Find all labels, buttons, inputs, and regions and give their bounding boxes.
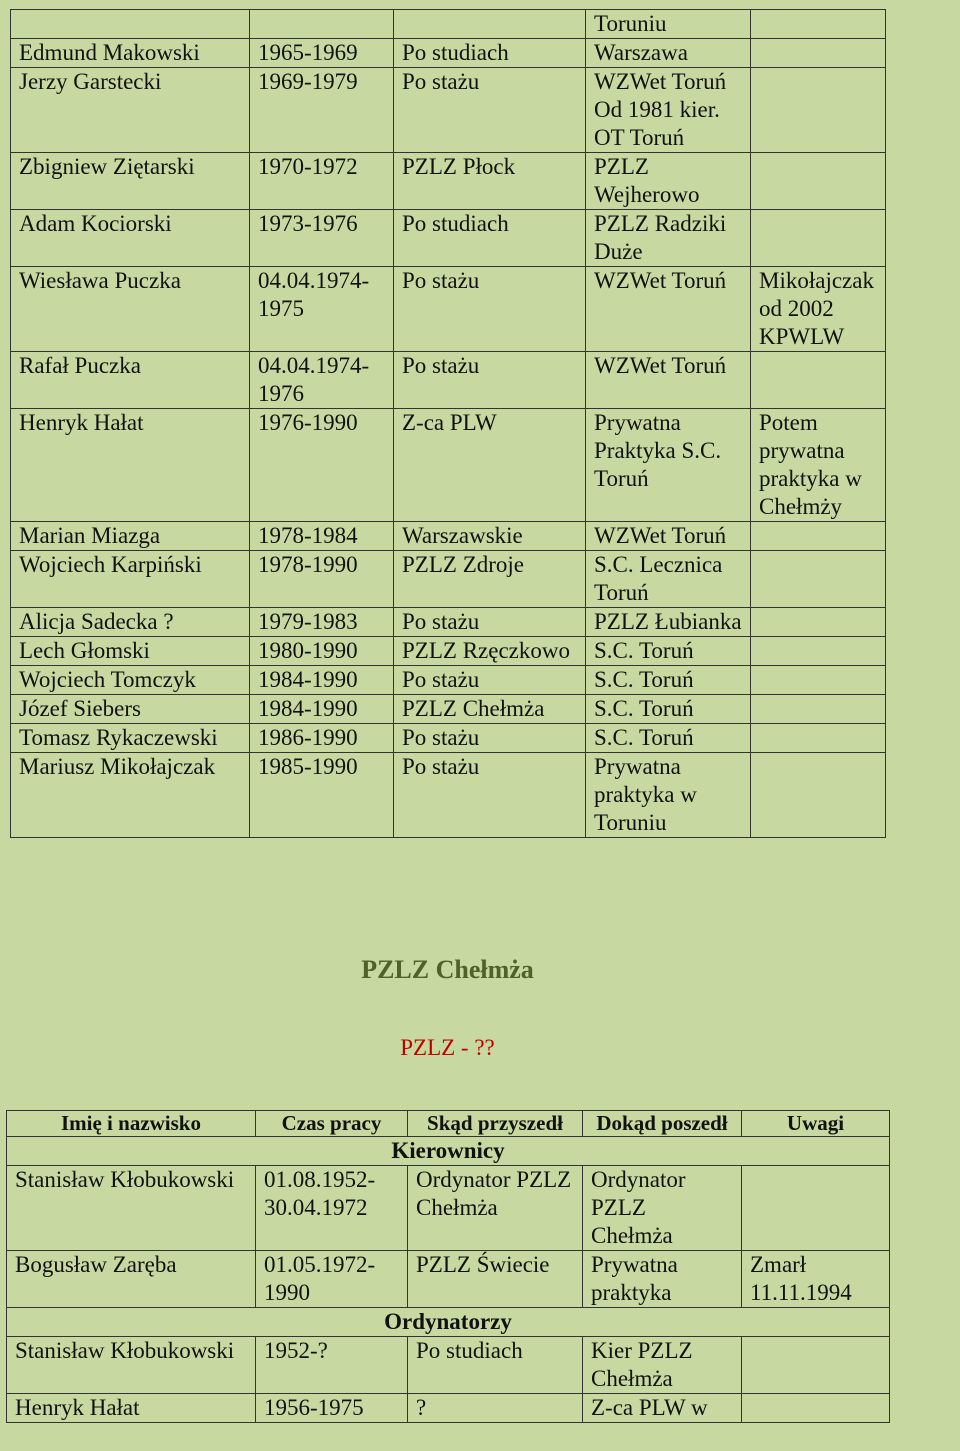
cell-from: Po stażu [394,753,586,838]
cell-from: Po stażu [394,68,586,153]
cell-notes: Potem prywatna praktyka w Chełmży [751,409,886,522]
cell-from: Po stażu [394,608,586,637]
cell-notes [742,1394,890,1423]
cell-period: 01.08.1952-30.04.1972 [256,1166,408,1251]
table-row [11,666,886,695]
cell-period: 1986-1990 [250,724,394,753]
cell-name: Wojciech Karpiński [11,551,250,608]
cell-from: Z-ca PLW [394,409,586,522]
cell-period: 1956-1975 [256,1394,408,1423]
cell-period: 1985-1990 [250,753,394,838]
cell-from [394,10,586,39]
cell-period: 1952-? [256,1337,408,1394]
cell-notes [751,10,886,39]
cell-to: Prywatna praktyka [583,1251,742,1308]
header-to: Dokąd poszedł [583,1111,742,1137]
cell-to: WZWet Toruń [586,267,751,352]
cell-from: PZLZ Rzęczkowo [394,637,586,666]
cell-notes: Zmarł 11.11.1994 [742,1251,890,1308]
cell-period: 1965-1969 [250,39,394,68]
table-row [11,695,886,724]
cell-to: PZLZ Łubianka [586,608,751,637]
cell-to: Toruniu [586,10,751,39]
section-label-kierownicy: Kierownicy [7,1137,890,1166]
cell-name: Henryk Hałat [11,409,250,522]
cell-name: Józef Siebers [11,695,250,724]
section-title: PZLZ Chełmża [361,955,534,984]
table-row [7,1337,890,1394]
table-row [11,522,886,551]
cell-notes [751,522,886,551]
header-row [7,1111,890,1137]
cell-to: S.C. Toruń [586,695,751,724]
table-row [11,352,886,409]
cell-from: PZLZ Zdroje [394,551,586,608]
cell-to: Prywatna praktyka w Toruniu [586,753,751,838]
table-row [11,10,886,39]
cell-from: Po stażu [394,724,586,753]
cell-name: Marian Miazga [11,522,250,551]
cell-name: Zbigniew Ziętarski [11,153,250,210]
table-row [11,39,886,68]
cell-period: 04.04.1974-1976 [250,352,394,409]
cell-notes [751,210,886,267]
cell-name: Lech Głomski [11,637,250,666]
staff-table-chelmza [6,1110,890,1423]
cell-to: Z-ca PLW w [583,1394,742,1423]
cell-from: ? [408,1394,583,1423]
cell-to: Ordynator PZLZ Chełmża [583,1166,742,1251]
cell-notes [751,608,886,637]
cell-period: 1979-1983 [250,608,394,637]
cell-from: Po stażu [394,666,586,695]
cell-name: Stanisław Kłobukowski [7,1166,256,1251]
staff-table-torun [10,9,886,838]
cell-to: S.C. Lecznica Toruń [586,551,751,608]
cell-from: Po stażu [394,352,586,409]
cell-to: WZWet Toruń Od 1981 kier. OT Toruń [586,68,751,153]
table-row [11,753,886,838]
cell-name: Tomasz Rykaczewski [11,724,250,753]
table-row [11,608,886,637]
cell-from: PZLZ Świecie [408,1251,583,1308]
cell-notes [751,724,886,753]
cell-period: 1984-1990 [250,666,394,695]
cell-name: Henryk Hałat [7,1394,256,1423]
cell-to: S.C. Toruń [586,637,751,666]
cell-notes [751,68,886,153]
table-row [11,551,886,608]
cell-name: Edmund Makowski [11,39,250,68]
cell-name: Mariusz Mikołajczak [11,753,250,838]
section-row-ordynatorzy [7,1308,890,1337]
table-row [7,1251,890,1308]
cell-name: Adam Kociorski [11,210,250,267]
cell-notes [751,666,886,695]
header-name: Imię i nazwisko [7,1111,256,1137]
section-label-ordynatorzy: Ordynatorzy [7,1308,890,1337]
cell-notes [742,1337,890,1394]
cell-notes [751,695,886,724]
table-row [11,637,886,666]
subtitle: PZLZ - ?? [400,1035,495,1060]
cell-period: 1976-1990 [250,409,394,522]
cell-notes [751,352,886,409]
cell-name: Bogusław Zaręba [7,1251,256,1308]
header-notes: Uwagi [742,1111,890,1137]
cell-name: Wiesława Puczka [11,267,250,352]
cell-from: PZLZ Płock [394,153,586,210]
table-row [11,153,886,210]
cell-to: Prywatna Praktyka S.C. Toruń [586,409,751,522]
cell-period: 1978-1990 [250,551,394,608]
cell-period: 1973-1976 [250,210,394,267]
cell-from: Warszawskie [394,522,586,551]
cell-to: WZWet Toruń [586,352,751,409]
cell-from: Po studiach [394,39,586,68]
cell-period: 1969-1979 [250,68,394,153]
cell-notes [742,1166,890,1251]
cell-name: Rafał Puczka [11,352,250,409]
cell-period: 01.05.1972-1990 [256,1251,408,1308]
section-row-kierownicy [7,1137,890,1166]
cell-from: PZLZ Chełmża [394,695,586,724]
cell-notes [751,637,886,666]
cell-name [11,10,250,39]
table-row [7,1394,890,1423]
cell-notes [751,153,886,210]
cell-from: Po studiach [394,210,586,267]
header-period: Czas pracy [256,1111,408,1137]
cell-from: Po studiach [408,1337,583,1394]
table-row [11,409,886,522]
cell-to: S.C. Toruń [586,724,751,753]
cell-name: Wojciech Tomczyk [11,666,250,695]
cell-to: S.C. Toruń [586,666,751,695]
cell-notes: Mikołajczak od 2002 KPWLW [751,267,886,352]
cell-name: Stanisław Kłobukowski [7,1337,256,1394]
table-row [7,1166,890,1251]
cell-from: Po stażu [394,267,586,352]
cell-to: PZLZ Wejherowo [586,153,751,210]
cell-period [250,10,394,39]
table-row [11,210,886,267]
cell-period: 1970-1972 [250,153,394,210]
cell-period: 1984-1990 [250,695,394,724]
cell-period: 1978-1984 [250,522,394,551]
cell-to: Kier PZLZ Chełmża [583,1337,742,1394]
cell-name: Alicja Sadecka ? [11,608,250,637]
cell-notes [751,551,886,608]
table-row [11,68,886,153]
cell-notes [751,39,886,68]
cell-period: 1980-1990 [250,637,394,666]
cell-to: WZWet Toruń [586,522,751,551]
header-from: Skąd przyszedł [408,1111,583,1137]
cell-name: Jerzy Garstecki [11,68,250,153]
cell-to: PZLZ Radziki Duże [586,210,751,267]
table-row [11,267,886,352]
cell-from: Ordynator PZLZ Chełmża [408,1166,583,1251]
cell-notes [751,753,886,838]
table-row [11,724,886,753]
cell-period: 04.04.1974-1975 [250,267,394,352]
cell-to: Warszawa [586,39,751,68]
